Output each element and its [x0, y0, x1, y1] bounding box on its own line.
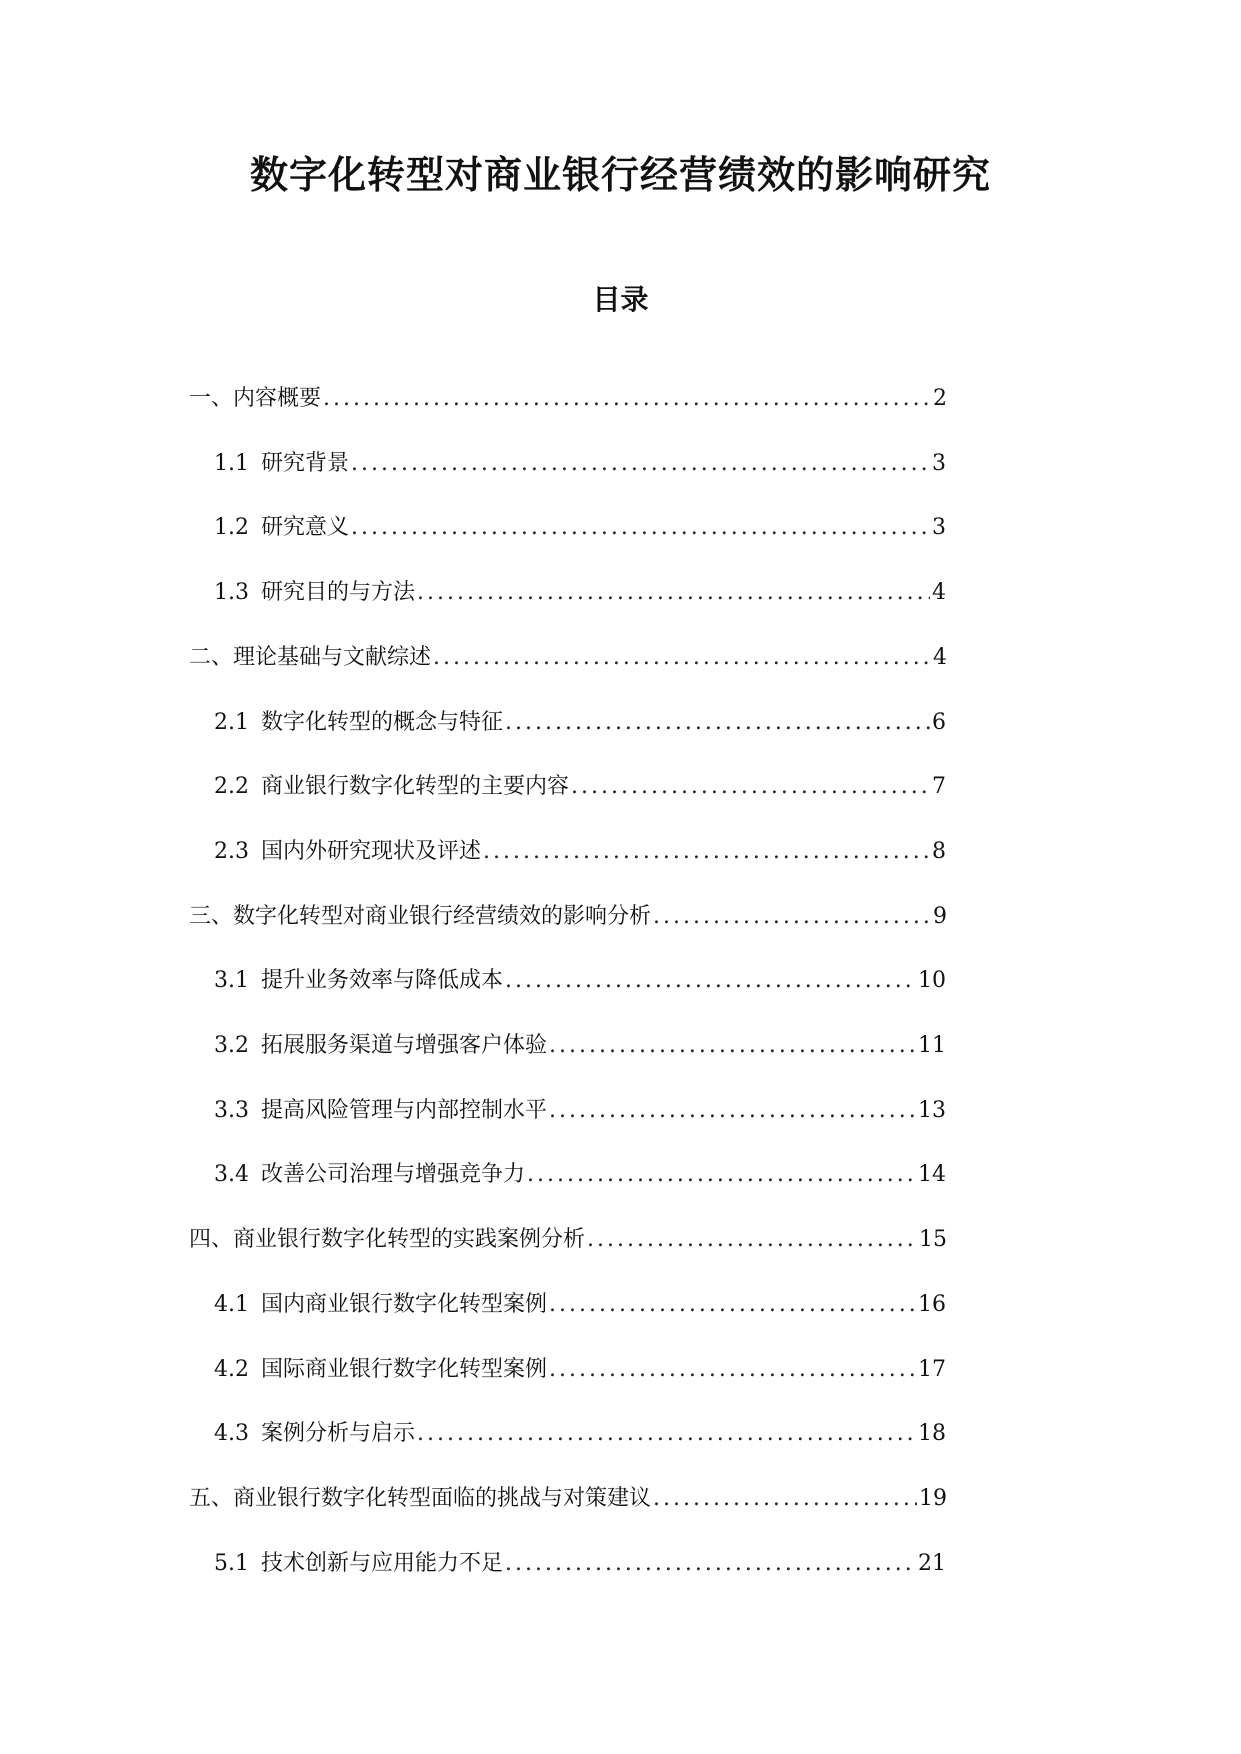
- toc-entry-number: 4.2: [214, 1356, 249, 1382]
- toc-entry-title: 数字化转型的概念与特征: [261, 709, 504, 735]
- toc-entry-page-number: 18: [918, 1421, 946, 1447]
- toc-dot-leader: [433, 643, 931, 673]
- toc-entry-title: 国内商业银行数字化转型案例: [261, 1291, 548, 1317]
- toc-entry-number: 3.1: [214, 968, 249, 994]
- toc-entry[interactable]: [214, 1096, 946, 1126]
- toc-entry-title: 提高风险管理与内部控制水平: [261, 1097, 548, 1123]
- toc-entry-page-number: 14: [918, 1162, 946, 1188]
- toc-entry-title: 四、商业银行数字化转型的实践案例分析: [189, 1227, 586, 1253]
- toc-entry-page-number: 9: [933, 903, 947, 929]
- toc-entry-number: 1.1: [214, 450, 249, 476]
- toc-entry-number: 1.2: [214, 515, 249, 541]
- toc-entry-page-number: 4: [933, 644, 947, 670]
- toc-dot-leader: [653, 902, 931, 932]
- toc-entry-number: 2.1: [214, 709, 249, 735]
- toc-entry[interactable]: [214, 1355, 946, 1385]
- toc-entry[interactable]: [214, 1031, 946, 1061]
- toc-entry-number: 4.3: [214, 1421, 249, 1447]
- toc-entry[interactable]: [214, 837, 946, 867]
- toc-dot-leader: [323, 384, 931, 414]
- toc-entry-title: 拓展服务渠道与增强客户体验: [261, 1033, 548, 1058]
- toc-entry-page-number: 16: [918, 1291, 946, 1317]
- toc-entry-page-number: 11: [918, 1033, 946, 1058]
- toc-entry-page-number: 13: [918, 1097, 946, 1123]
- toc-entry-number: 4.1: [214, 1291, 249, 1317]
- toc-entry-page-number: 2: [933, 386, 947, 411]
- toc-dot-leader: [351, 513, 930, 543]
- toc-entry-title: 一、内容概要: [189, 386, 322, 411]
- toc-entry[interactable]: [214, 1549, 946, 1579]
- toc-entry-page-number: 6: [932, 709, 946, 735]
- toc-entry-title: 研究意义: [261, 515, 350, 541]
- toc-entry-number: 2.3: [214, 838, 249, 864]
- toc-dot-leader: [351, 449, 930, 479]
- toc-entry[interactable]: [189, 384, 947, 414]
- toc-dot-leader: [571, 772, 930, 802]
- toc-entry-number: 3.4: [214, 1162, 249, 1188]
- toc-entry[interactable]: [189, 1484, 947, 1514]
- toc-entry-number: 5.1: [214, 1550, 249, 1576]
- toc-entry[interactable]: [214, 578, 946, 608]
- toc-entry[interactable]: [214, 1290, 946, 1320]
- toc-dot-leader: [505, 966, 916, 996]
- toc-dot-leader: [549, 1096, 916, 1126]
- toc-entry[interactable]: [189, 1225, 947, 1255]
- toc-entry-page-number: 21: [918, 1550, 946, 1576]
- toc-dot-leader: [505, 708, 930, 738]
- toc-entry-title: 国内外研究现状及评述: [261, 838, 482, 864]
- toc-entry-title: 商业银行数字化转型的主要内容: [261, 774, 570, 800]
- toc-dot-leader: [549, 1355, 916, 1385]
- toc-entry[interactable]: [189, 902, 947, 932]
- toc-entry[interactable]: [214, 513, 946, 543]
- toc-entry-page-number: 15: [919, 1227, 947, 1253]
- toc-entry[interactable]: [214, 449, 946, 479]
- toc-entry-title: 提升业务效率与降低成本: [261, 968, 504, 994]
- toc-heading: 目录: [592, 283, 649, 316]
- toc-dot-leader: [417, 1419, 916, 1449]
- toc-entry[interactable]: [214, 772, 946, 802]
- toc-entry-number: 2.2: [214, 774, 249, 800]
- toc-entry-title: 研究目的与方法: [261, 580, 416, 606]
- toc-entry[interactable]: [214, 1160, 946, 1190]
- toc-entry-page-number: 19: [919, 1485, 947, 1511]
- toc-dot-leader: [587, 1225, 917, 1255]
- toc-entry-title: 案例分析与启示: [261, 1421, 416, 1447]
- toc-dot-leader: [549, 1031, 916, 1061]
- toc-entry-number: 3.3: [214, 1097, 249, 1123]
- toc-entry[interactable]: [214, 966, 946, 996]
- toc-entry-page-number: 8: [932, 838, 946, 864]
- toc-entry-page-number: 17: [918, 1356, 946, 1382]
- toc-entry-title: 三、数字化转型对商业银行经营绩效的影响分析: [189, 903, 652, 929]
- toc-entry[interactable]: [214, 1419, 946, 1449]
- toc-entry-number: 1.3: [214, 580, 249, 606]
- toc-entry-title: 研究背景: [261, 450, 350, 476]
- toc-dot-leader: [527, 1160, 916, 1190]
- toc-entry-page-number: 4: [932, 580, 946, 606]
- toc-entry-title: 改善公司治理与增强竞争力: [261, 1162, 526, 1188]
- toc-entry-title: 五、商业银行数字化转型面临的挑战与对策建议: [189, 1485, 652, 1511]
- toc-dot-leader: [653, 1484, 917, 1514]
- toc-entry-page-number: 7: [932, 774, 946, 800]
- toc-dot-leader: [417, 578, 930, 608]
- toc-entry-title: 国际商业银行数字化转型案例: [261, 1356, 548, 1382]
- toc-entry-number: 3.2: [214, 1033, 249, 1058]
- toc-entry-title: 技术创新与应用能力不足: [261, 1550, 504, 1576]
- document-title: 数字化转型对商业银行经营绩效的影响研究: [249, 152, 991, 197]
- toc-dot-leader: [483, 837, 930, 867]
- toc-entry[interactable]: [189, 643, 947, 673]
- toc-dot-leader: [505, 1549, 916, 1579]
- toc-entry[interactable]: [214, 708, 946, 738]
- toc-entry-page-number: 3: [932, 450, 946, 476]
- toc-dot-leader: [549, 1290, 916, 1320]
- toc-entry-page-number: 3: [932, 515, 946, 541]
- toc-entry-title: 二、理论基础与文献综述: [189, 644, 432, 670]
- toc-entry-page-number: 10: [918, 968, 946, 994]
